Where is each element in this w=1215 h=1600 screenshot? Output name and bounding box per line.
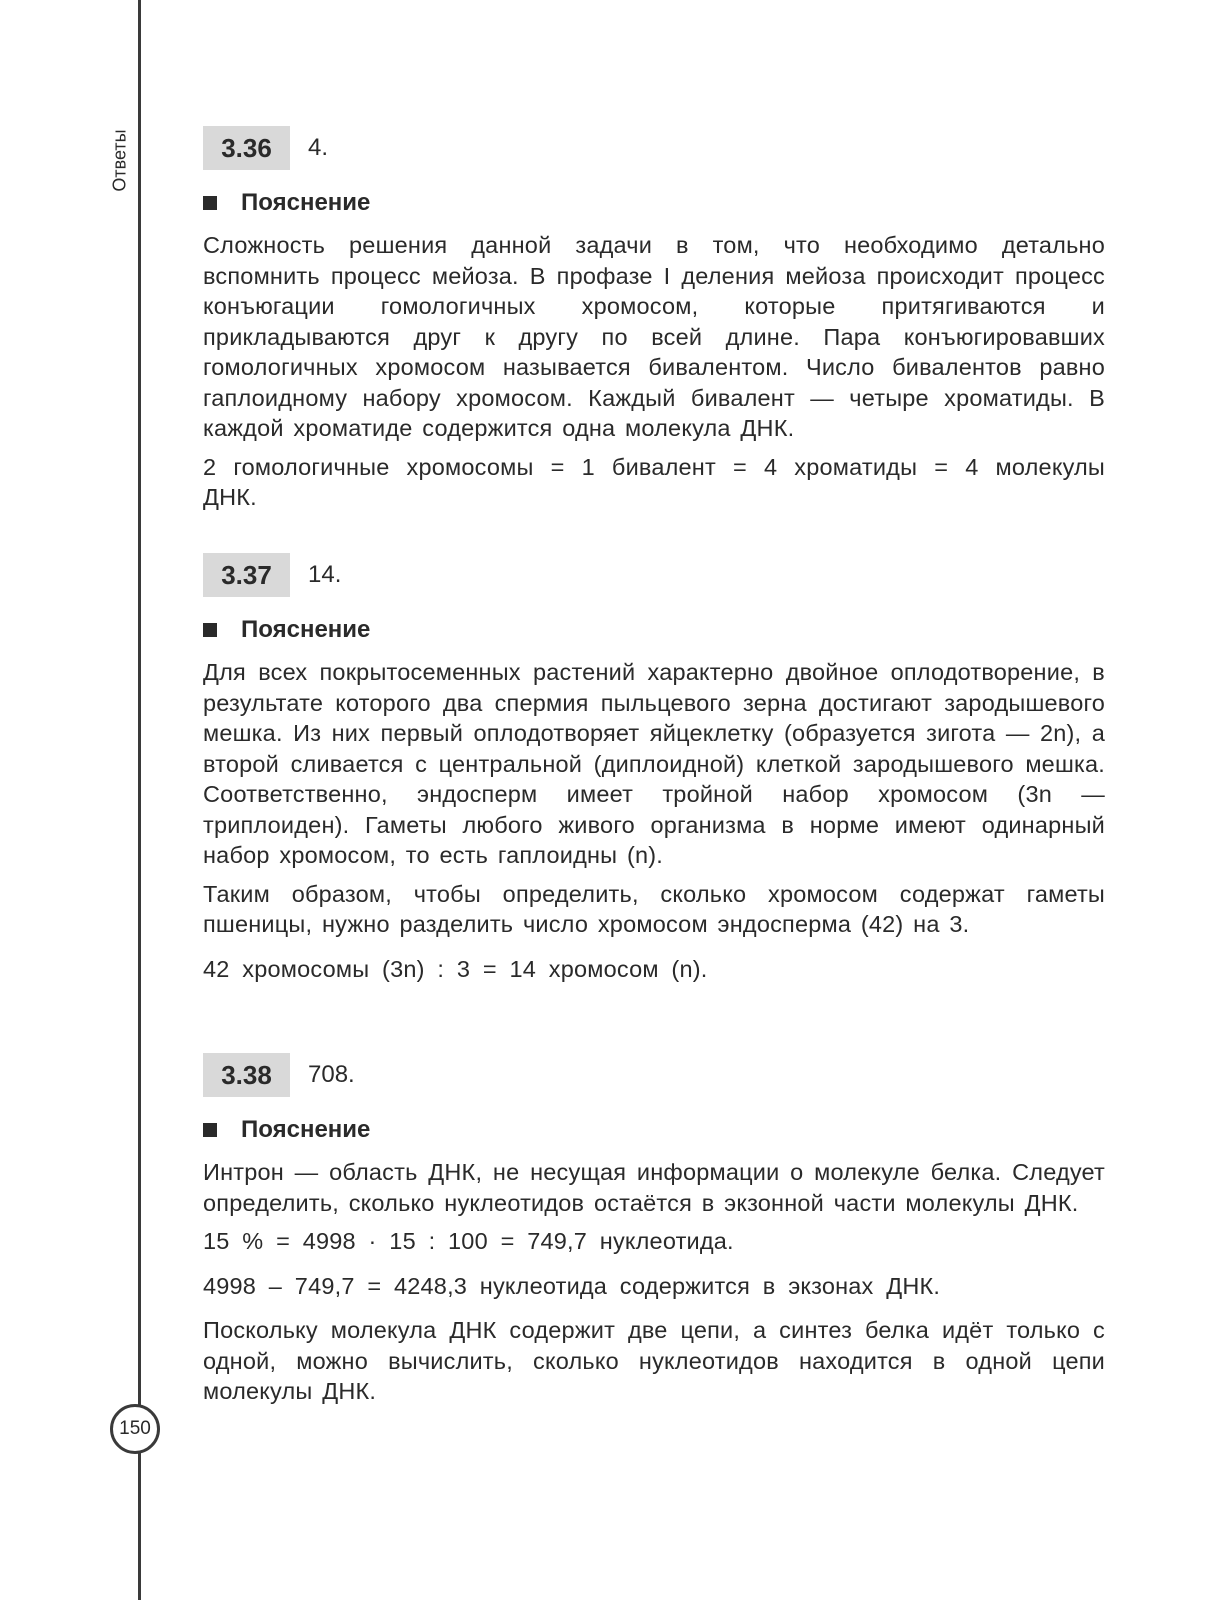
page-number: 150 [119,1418,151,1439]
task-header [203,553,1105,597]
task-3-38 [203,1053,1105,1407]
explanation-paragraph: Поскольку молекула ДНК содержит две цепи, а синтез белка идёт только с одной, можно вычислить, сколько нуклеотидов находится в одной цепи молекулы ДНК. [203,1317,1105,1404]
task-3-37 [203,553,1105,984]
task-3-36 [203,126,1105,513]
page-number-badge [110,1404,160,1454]
bullet-square-icon [203,623,217,637]
task-header [203,126,1105,170]
explanation-header [203,188,1105,218]
task-header [203,1053,1105,1097]
formula-line: 2 гомологичные хромосомы = 1 бивалент = 4 хроматиды = 4 молекулы ДНК. [203,453,1105,510]
task-number: 3.36 [203,126,290,170]
formula-line: 15 % = 4998 · 15 : 100 = 749,7 нуклеотида. [203,1228,734,1254]
explanation-paragraph: Таким образом, чтобы определить, сколько хромосом содержат гаметы пшеницы, нужно разделить число хромосом эндосперма (42) на 3. [203,880,1105,937]
task-number: 3.37 [203,553,290,597]
explanation-header [203,615,1105,645]
task-answer: 14. [308,561,342,588]
section-side-label-text: Ответы [109,128,130,192]
section-side-label [109,124,131,196]
bullet-square-icon [203,1123,217,1137]
task-answer: 4. [308,134,329,161]
explanation-body [203,657,1105,984]
explanation-title: Пояснение [241,616,371,643]
explanation-body [203,1157,1105,1407]
explanation-body [203,230,1105,513]
explanation-paragraph: Интрон — область ДНК, не несущая информации о молекуле белка. Следует определить, сколько нуклеотидов остаётся в экзонной части молекулы ДНК. [203,1159,1105,1216]
task-number: 3.38 [203,1053,290,1097]
bullet-square-icon [203,196,217,210]
margin-rule [138,0,141,1600]
explanation-paragraph: Сложность решения данной задачи в том, что необходимо детально вспомнить процесс мейоза. В профазе I деления мейоза происходит процесс конъюгации гомологичных хромосом, которые притягиваются и прикладываются друг к другу по всей длине. Пара конъюгировавших гомологичных хромосом называется бивалентом. Число бивалентов равно гаплоидному набору хромосом. Каждый бивалент — четыре хроматиды. В каждой хроматиде содержится одна молекула ДНК. [203,232,1105,441]
explanation-header [203,1115,1105,1145]
formula-line: 42 хромосомы (3n) : 3 = 14 хромосом (n). [203,955,708,982]
explanation-paragraph: Для всех покрытосеменных растений характерно двойное оплодотворение, в результате которого два спермия пыльцевого зерна достигают зародышевого мешка. Из них первый оплодотворяет яйцеклетку (образуется зигота — 2n), а второй сливается с центральной (диплоидной) клеткой зародышевого мешка. Соответственно, эндосперм имеет тройной набор хромосом (3n — триплоиден). Гаметы любого живого организма в норме имеют одинарный набор хромосом, то есть гаплоидны (n). [203,659,1105,868]
formula-line: 4998 – 749,7 = 4248,3 нуклеотида содержится в экзонах ДНК. [203,1272,941,1299]
explanation-title: Пояснение [241,1116,371,1143]
explanation-title: Пояснение [241,189,371,216]
task-answer: 708. [308,1061,355,1088]
